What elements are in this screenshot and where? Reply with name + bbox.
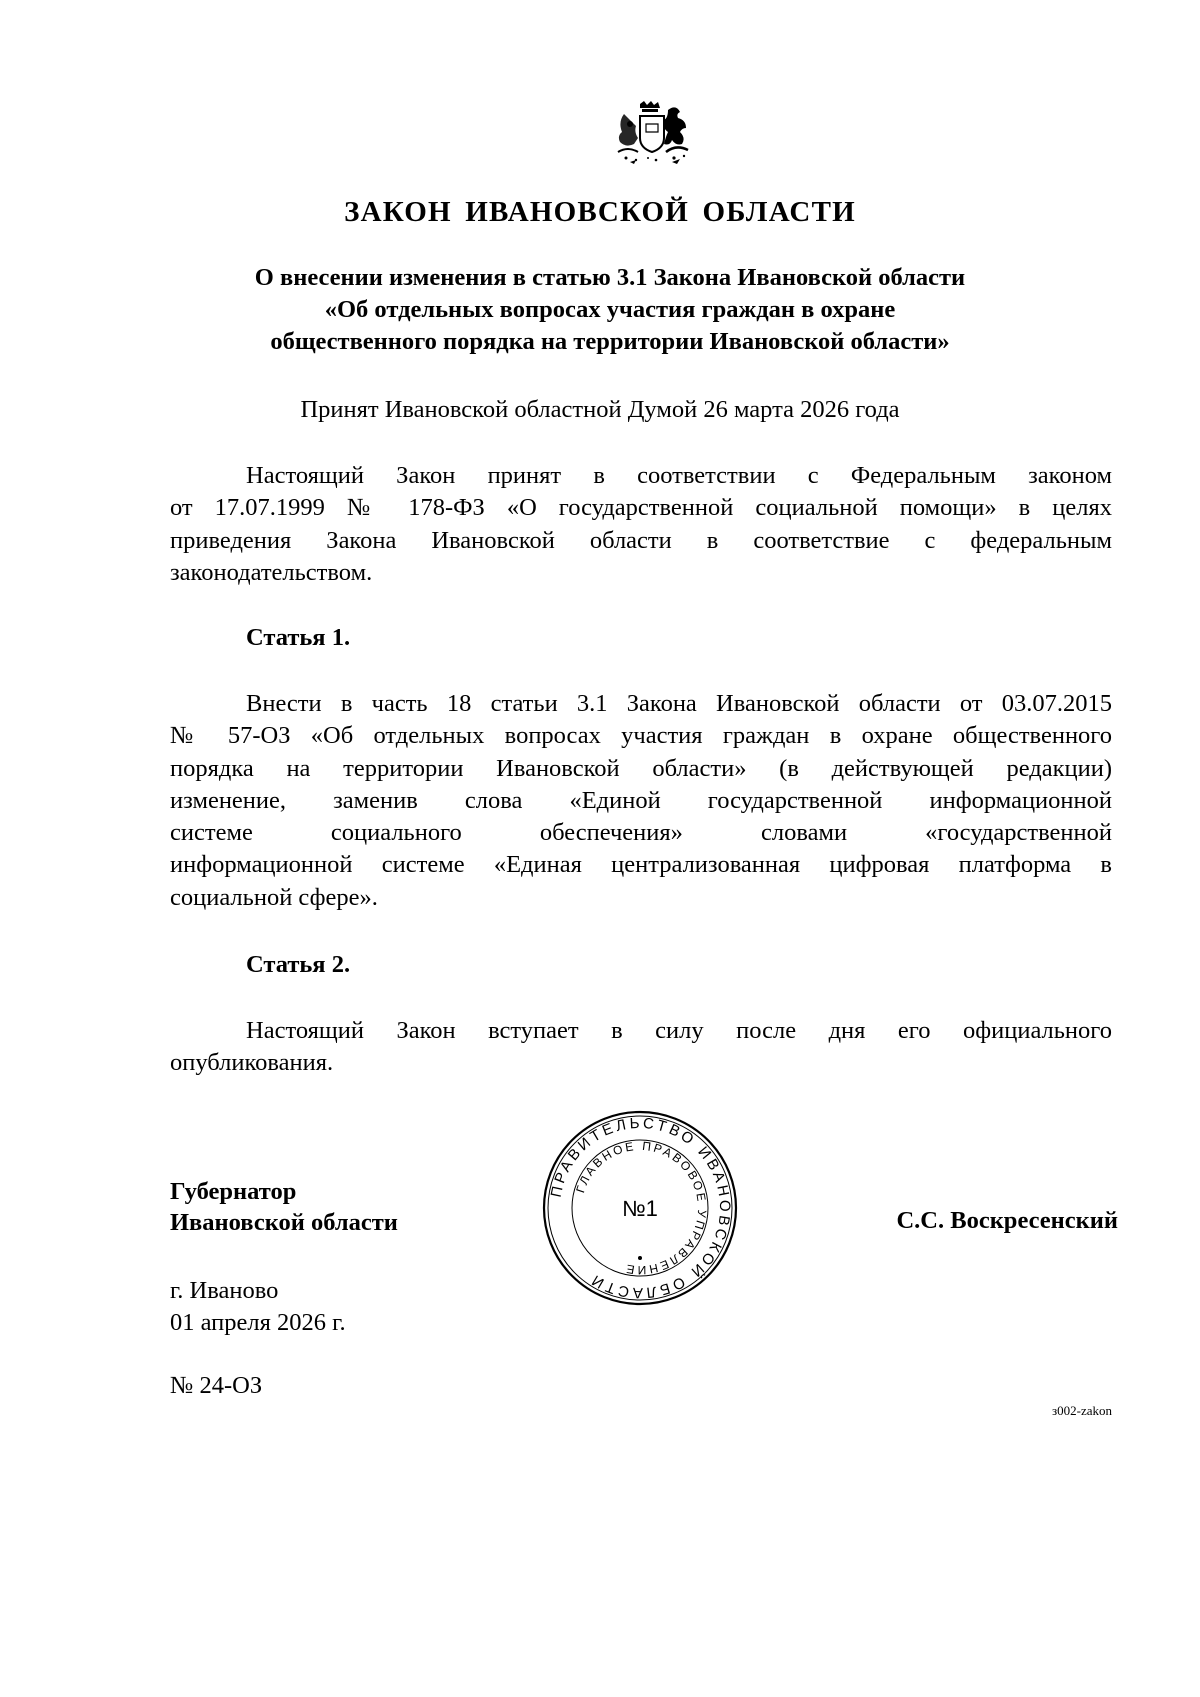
article-2-heading: Статья 2.	[246, 951, 351, 978]
law-title-line: О внесении изменения в статью 3.1 Закона Ивановской области	[254, 264, 966, 291]
article-1-line: Внести в часть 18 статьи 3.1 Закона Ивановской области от 03.07.2015	[246, 690, 1112, 717]
signatory-name: С.С. Воскресенский	[896, 1207, 1118, 1234]
law-title	[170, 262, 1050, 358]
article-1-line: системе социального обеспечения» словами «государственной	[170, 819, 1112, 847]
preamble-line: от 17.07.1999 № 178-ФЗ «О государственной социальной помощи» в целях	[170, 494, 1112, 522]
signatory-title	[170, 1176, 398, 1238]
article-1-line: порядка на территории Ивановской области» (в действующей редакции)	[170, 754, 1112, 782]
law-title-line: общественного порядка на территории Ивановской области»	[270, 328, 950, 355]
signing-date: 01 апреля 2026 г.	[170, 1309, 346, 1336]
preamble-line: Настоящий Закон принят в соответствии с Федеральным законом	[246, 462, 1112, 489]
article-1-line: информационной системе «Единая централизованная цифровая платформа в	[170, 851, 1112, 879]
article-1-line: № 57-ОЗ «Об отдельных вопросах участия граждан в охране общественного	[170, 722, 1112, 750]
law-title-line: «Об отдельных вопросах участия граждан в охране	[324, 296, 896, 323]
adoption-note: Принят Ивановской областной Думой 26 марта 2026 года	[300, 396, 900, 423]
city: г. Иваново	[170, 1277, 279, 1304]
article-2-line: Настоящий Закон вступает в силу после дня его официального	[246, 1017, 1112, 1044]
article-1-heading: Статья 1.	[246, 624, 351, 651]
signatory-title-line: Ивановской области	[170, 1209, 398, 1236]
seal-inner-text: ГЛАВНОЕ ПРАВОВОЕ УПРАВЛЕНИЕ	[573, 1138, 710, 1278]
article-2-paragraph	[170, 1015, 1112, 1080]
coat-of-arms-icon	[596, 100, 708, 180]
seal-outer-text: ПРАВИТЕЛЬСТВО ИВАНОВСКОЙ ОБЛАСТИ	[547, 1114, 734, 1302]
article-1-line: изменение, заменив слова «Единой государственной информационной	[170, 786, 1112, 814]
official-seal	[540, 1108, 740, 1308]
signatory-title-line: Губернатор	[170, 1178, 297, 1205]
article-2-line: опубликования.	[170, 1049, 334, 1077]
seal-number: №1	[622, 1196, 658, 1221]
article-1-line: социальной сфере».	[170, 883, 378, 911]
preamble-line: законодательством.	[170, 558, 373, 586]
preamble-paragraph	[170, 460, 1112, 589]
article-1-paragraph	[170, 688, 1112, 914]
law-number: № 24-ОЗ	[170, 1372, 263, 1399]
document-code: з002-zakon	[1051, 1403, 1112, 1418]
place-and-date	[170, 1275, 346, 1339]
document-type-heading: ЗАКОН ИВАНОВСКОЙ ОБЛАСТИ	[344, 196, 856, 228]
preamble-line: приведения Закона Ивановской области в соответствие с федеральным	[170, 526, 1112, 554]
